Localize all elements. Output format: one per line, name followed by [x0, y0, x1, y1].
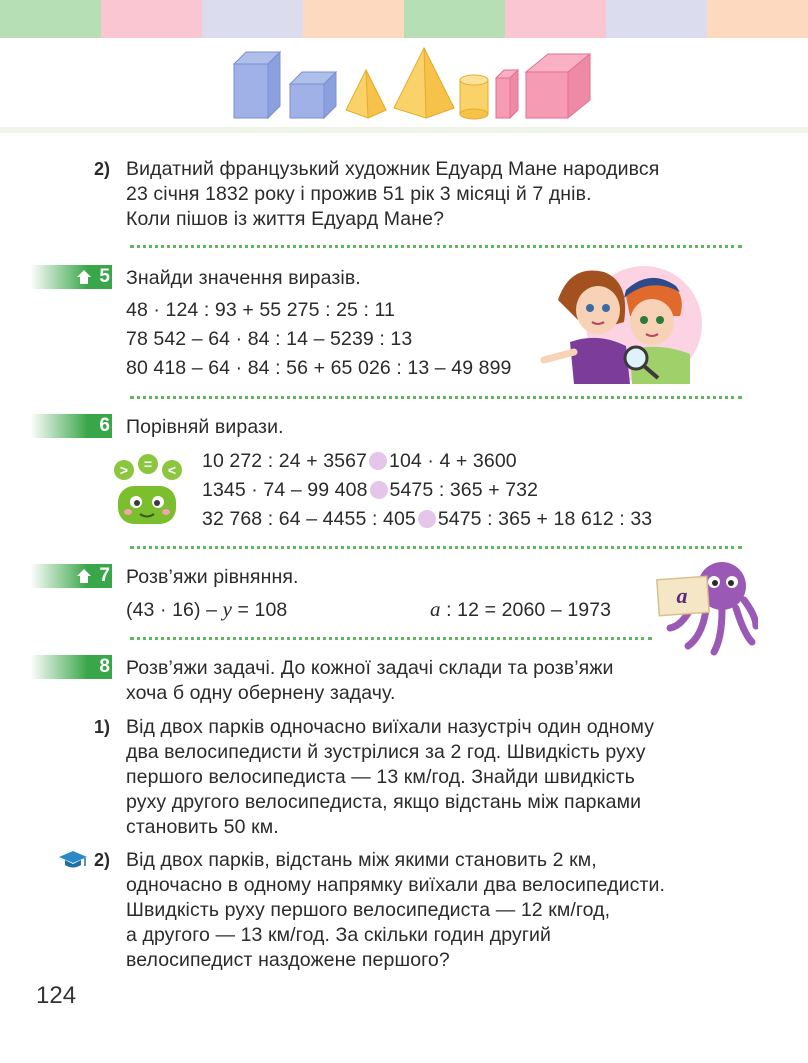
task-8-number: 8	[99, 656, 110, 677]
task-prev-line: Коли пішов із життя Едуард Мане?	[126, 208, 445, 230]
compare-left: 10 272 : 24 + 3567	[202, 450, 367, 472]
equation-1-variable: y	[222, 597, 232, 621]
less-sign: <	[167, 462, 177, 478]
task-7-number: 7	[99, 565, 110, 586]
equation-2	[430, 597, 611, 623]
top-bar-segment	[303, 0, 404, 38]
subtask-2-label: 2)	[94, 850, 111, 870]
task-8-title-line: хоча б одну обернену задачу.	[126, 682, 396, 704]
page-number: 124	[36, 982, 77, 1009]
graduation-cap-icon	[58, 850, 88, 870]
compare-right: 104 · 4 + 3600	[389, 450, 517, 472]
task-5-expression: 80 418 – 64 · 84 : 56 + 65 026 : 13 – 49 899	[126, 357, 512, 379]
comparison-mascot-illustration	[108, 452, 190, 526]
task-6-title: Порівняй вирази.	[126, 416, 284, 438]
pink-cube-icon	[526, 54, 590, 118]
subtask-1-label: 1)	[94, 717, 111, 737]
task-6-number: 6	[99, 415, 110, 436]
home-icon	[76, 568, 92, 584]
top-bar-segment	[404, 0, 505, 38]
subtask-1-line: два велосипедисти й зустрілися за 2 год. Швидкість руху	[126, 741, 646, 763]
task-6-tag	[30, 414, 112, 438]
equation-1-right: = 108	[232, 599, 288, 621]
subtask-2-line: Від двох парків, відстань між якими становить 2 км,	[126, 849, 597, 871]
task-5-title: Знайди значення виразів.	[126, 267, 361, 289]
geometric-shapes-illustration	[228, 44, 598, 124]
blue-prism-icon	[234, 52, 280, 118]
card-letter: a	[676, 583, 688, 608]
equation-2-variable: a	[430, 597, 441, 621]
subtask-1-line: становить 50 км.	[126, 816, 279, 838]
subtask-2-line: а другого — 13 км/год. За скільки годин другий	[126, 924, 552, 946]
task-5-number: 5	[99, 266, 110, 287]
top-color-bar	[0, 0, 808, 38]
compare-left: 32 768 : 64 – 4455 : 405	[202, 508, 416, 530]
equal-sign: =	[143, 456, 153, 472]
top-bar-segment	[0, 0, 101, 38]
subtask-1-line: Від двох парків одночасно виїхали назустріч один одному	[126, 716, 655, 738]
dotted-divider	[130, 245, 742, 248]
task-prev-line: 23 січня 1832 року і прожив 51 рік 3 місяці й 7 днів.	[126, 183, 592, 205]
task-prev-line: Видатний французький художник Едуард Мане народився	[126, 158, 660, 180]
task-5-tag	[30, 265, 112, 289]
task-8-tag	[30, 655, 112, 679]
subtask-2-line: велосипедист наздожене першого?	[126, 949, 450, 971]
subtask-1-line: першого велосипедиста — 13 км/год. Знайди швидкість	[126, 766, 635, 788]
subtask-2-line: одночасно в одному напрямку виїхали два велосипедисти.	[126, 874, 666, 896]
top-bar-segment	[101, 0, 202, 38]
compare-right: 5475 : 365 + 18 612 : 33	[437, 508, 653, 530]
octopus-illustration	[652, 556, 758, 656]
home-icon	[76, 269, 92, 285]
task-5-expression: 78 542 – 64 · 84 : 14 – 5239 : 13	[126, 328, 413, 350]
compare-blank-circle[interactable]	[370, 481, 388, 499]
top-bar-segment	[707, 0, 808, 38]
top-bar-segment	[606, 0, 707, 38]
equation-1	[126, 597, 287, 623]
yellow-pyramid-small-icon	[346, 70, 386, 118]
kids-magnifier-illustration	[540, 262, 715, 384]
top-bar-segment	[505, 0, 606, 38]
task-5-expression: 48 · 124 : 93 + 55 275 : 25 : 11	[126, 299, 396, 321]
compare-left: 1345 · 74 – 99 408	[202, 479, 368, 501]
compare-row	[202, 478, 538, 503]
subtask-1-line: руху другого велосипедиста, якщо відстань між парками	[126, 791, 642, 813]
dotted-divider	[130, 546, 742, 549]
task-prev-label: 2)	[94, 159, 111, 179]
pink-prism-icon	[496, 70, 518, 118]
yellow-pyramid-large-icon	[394, 48, 454, 118]
greater-sign: >	[119, 462, 129, 478]
task-7-tag	[30, 564, 112, 588]
compare-blank-circle[interactable]	[418, 510, 436, 528]
compare-blank-circle[interactable]	[369, 452, 387, 470]
dotted-divider	[130, 637, 652, 640]
compare-row	[202, 449, 517, 474]
subtask-2-line: Швидкість руху першого велосипедиста — 12 км/год,	[126, 899, 611, 921]
blue-cube-icon	[290, 72, 336, 118]
equation-2-right: : 12 = 2060 – 1973	[440, 599, 612, 621]
compare-right: 5475 : 365 + 732	[389, 479, 539, 501]
task-8-title-line: Розв’яжи задачі. До кожної задачі склади та розв’яжи	[126, 657, 614, 679]
header-divider	[0, 127, 808, 133]
equation-1-left: (43 · 16) –	[126, 599, 223, 621]
compare-row	[202, 507, 652, 532]
dotted-divider	[130, 396, 742, 399]
yellow-cylinder-icon	[460, 75, 488, 119]
task-7-title: Розв’яжи рівняння.	[126, 566, 299, 588]
top-bar-segment	[202, 0, 303, 38]
